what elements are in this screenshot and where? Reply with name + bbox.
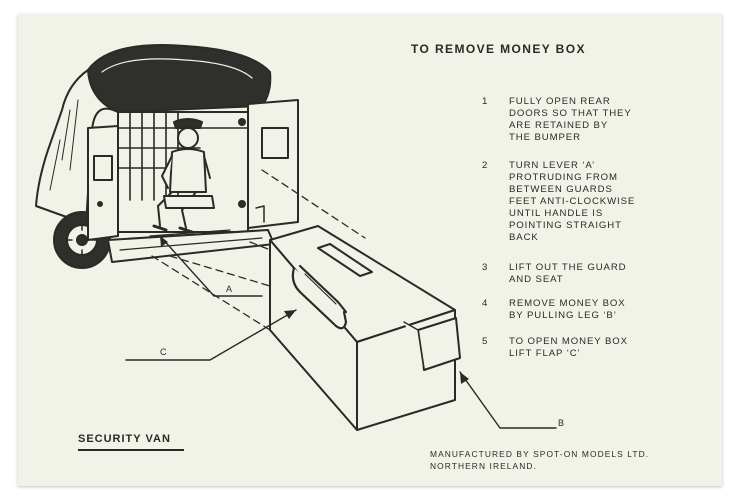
right-rear-door: [239, 100, 298, 228]
caption-underline: [78, 449, 184, 451]
step-text: TO OPEN MONEY BOX LIFT FLAP ‘C’: [509, 336, 628, 359]
caption-security-van: SECURITY VAN: [78, 433, 171, 445]
step-text: LIFT OUT THE GUARD AND SEAT: [509, 262, 627, 285]
step-number: 5: [482, 336, 489, 347]
step-text: TURN LEVER ‘A’ PROTRUDING FROM BETWEEN GUARDS FEET ANTI-CLOCKWISE UNTIL HANDLE IS POINTING STRAIGHT BACK: [509, 160, 636, 243]
step-text: REMOVE MONEY BOX BY PULLING LEG ‘B’: [509, 298, 626, 321]
callout-label-a: A: [226, 284, 233, 294]
step-number: 2: [482, 160, 489, 171]
van-roof: [88, 45, 270, 112]
step-number: 1: [482, 96, 489, 107]
left-rear-door: [88, 126, 118, 240]
step-number: 3: [482, 262, 489, 273]
callout-label-b: B: [558, 418, 565, 428]
rear-bumper: [108, 230, 274, 262]
van-side-shading: [50, 100, 78, 190]
money-box: [270, 226, 460, 430]
manufacturer-note: MANUFACTURED BY SPOT-ON MODELS LTD. NORTHERN IRELAND.: [430, 449, 650, 471]
page-title: TO REMOVE MONEY BOX: [411, 42, 586, 56]
callout-label-c: C: [160, 347, 167, 357]
guard-figure: [154, 119, 214, 232]
step-text: FULLY OPEN REAR DOORS SO THAT THEY ARE RETAINED BY THE BUMPER: [509, 96, 632, 143]
step-number: 4: [482, 298, 489, 309]
